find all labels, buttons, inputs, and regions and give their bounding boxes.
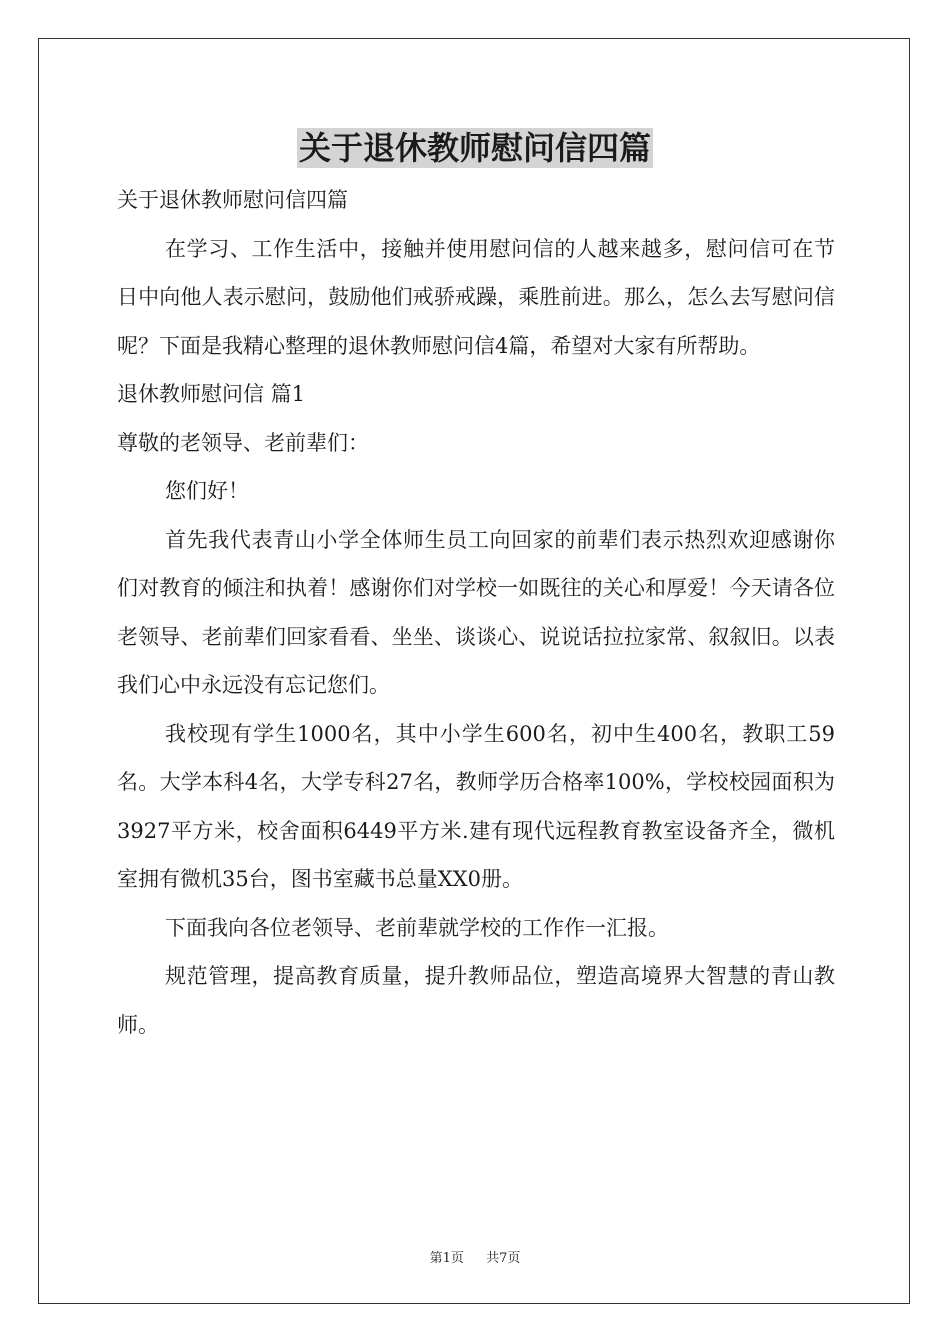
paragraph: 尊敬的老领导、老前辈们： <box>117 430 369 455</box>
paragraph: 您们好！ <box>165 479 249 503</box>
page-footer <box>0 1247 950 1266</box>
paragraph: 退休教师慰问信 篇1 <box>117 382 306 406</box>
paragraph: 首先我代表青山小学全体师生员工向回家的前辈们表示热烈欢迎感谢你们对教育的倾注和执着！感谢你们对学校一如既往的关心和厚爱！今天请各位老领导、老前辈们回家看看、坐坐、谈谈心、说说话拉拉家常、叙叙旧。以表我们心中永远没有忘记您们。 <box>117 527 835 697</box>
paragraph: 我校现有学生1000名，其中小学生600名，初中生400名，教职工59名。大学本科4名，大学专科27名，教师学历合格率100%，学校校园面积为3927平方米，校舍面积6449平方米.建有现代远程教育教室设备齐全，微机室拥有微机35台，图书室藏书总量XX0册。 <box>117 721 835 891</box>
document-title: 关于退休教师慰问信四篇 <box>298 129 651 167</box>
document-body <box>117 176 835 1049</box>
document-title-wrapper <box>0 128 950 168</box>
page-number-total: 共7页 <box>486 1251 521 1266</box>
page-number-current: 第1页 <box>429 1251 464 1266</box>
paragraph: 下面我向各位老领导、老前辈就学校的工作作一汇报。 <box>165 915 669 940</box>
paragraph: 关于退休教师慰问信四篇 <box>117 188 348 212</box>
paragraph: 在学习、工作生活中，接触并使用慰问信的人越来越多，慰问信可在节日中向他人表示慰问，鼓励他们戒骄戒躁，乘胜前进。那么，怎么去写慰问信呢？下面是我精心整理的退休教师慰问信4篇，希望对大家有所帮助。 <box>117 236 835 358</box>
paragraph: 规范管理，提高教育质量，提升教师品位，塑造高境界大智慧的青山教师。 <box>117 964 835 1037</box>
